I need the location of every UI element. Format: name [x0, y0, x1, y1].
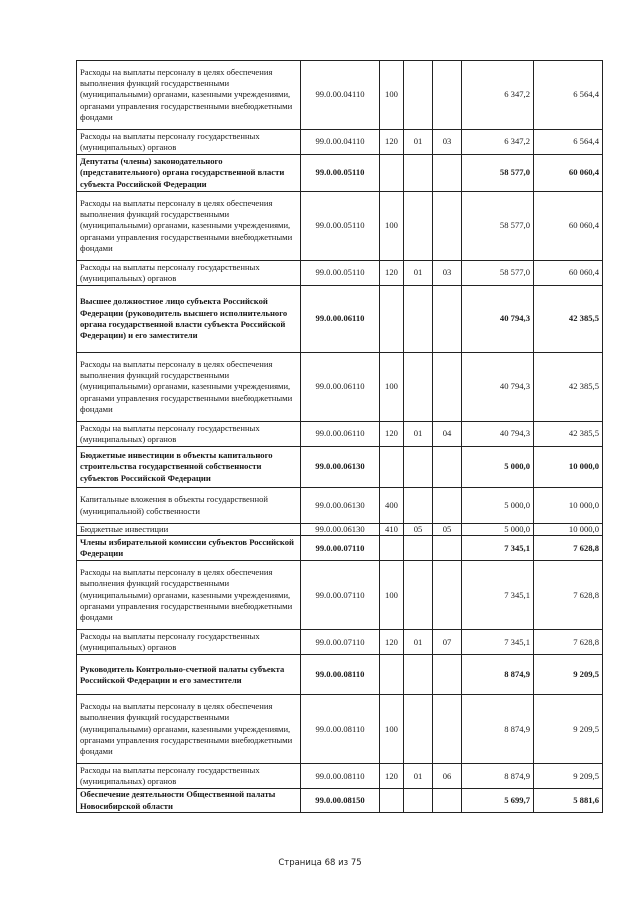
row-value-year2-cell: 5 881,6 [534, 789, 603, 813]
table-row [77, 488, 603, 524]
row-value-year1-cell: 5 000,0 [462, 447, 534, 488]
row-expense-type-cell: 100 [380, 192, 404, 261]
row-section-cell: 01 [404, 764, 433, 789]
row-section-cell [404, 789, 433, 813]
row-subsection-cell [433, 789, 462, 813]
row-value-year2-cell: 6 564,4 [534, 130, 603, 155]
row-expense-type-cell [380, 286, 404, 353]
row-section-cell [404, 353, 433, 422]
row-value-year1-cell: 5 000,0 [462, 524, 534, 536]
row-value-year1-cell: 7 345,1 [462, 536, 534, 561]
table-row [77, 789, 603, 813]
row-name-cell: Обеспечение деятельности Общественной палаты Новосибирской области [77, 789, 301, 813]
row-value-year2-cell: 10 000,0 [534, 488, 603, 524]
row-expense-type-cell [380, 655, 404, 695]
row-code-cell: 99.0.00.07110 [301, 561, 380, 630]
row-subsection-cell [433, 561, 462, 630]
budget-table [76, 60, 603, 813]
row-value-year1-cell: 8 874,9 [462, 764, 534, 789]
table-row [77, 695, 603, 764]
row-value-year2-cell: 60 060,4 [534, 192, 603, 261]
row-value-year1-cell: 5 000,0 [462, 488, 534, 524]
table-row [77, 353, 603, 422]
row-value-year1-cell: 5 699,7 [462, 789, 534, 813]
row-value-year2-cell: 10 000,0 [534, 447, 603, 488]
row-value-year2-cell: 9 209,5 [534, 764, 603, 789]
row-expense-type-cell: 120 [380, 261, 404, 286]
row-name-cell: Расходы на выплаты персоналу государственных (муниципальных) органов [77, 130, 301, 155]
row-code-cell: 99.0.00.06110 [301, 422, 380, 447]
table-row [77, 192, 603, 261]
row-section-cell [404, 695, 433, 764]
row-subsection-cell: 03 [433, 261, 462, 286]
row-section-cell [404, 561, 433, 630]
row-value-year1-cell: 58 577,0 [462, 261, 534, 286]
row-name-cell: Расходы на выплаты персоналу государственных (муниципальных) органов [77, 764, 301, 789]
row-subsection-cell: 05 [433, 524, 462, 536]
row-subsection-cell: 03 [433, 130, 462, 155]
table-row [77, 536, 603, 561]
table-row [77, 447, 603, 488]
row-value-year1-cell: 6 347,2 [462, 61, 534, 130]
row-subsection-cell [433, 192, 462, 261]
row-code-cell: 99.0.00.05110 [301, 192, 380, 261]
row-expense-type-cell [380, 447, 404, 488]
row-expense-type-cell: 100 [380, 353, 404, 422]
row-value-year2-cell: 6 564,4 [534, 61, 603, 130]
row-code-cell: 99.0.00.06110 [301, 353, 380, 422]
row-subsection-cell [433, 695, 462, 764]
table-row [77, 61, 603, 130]
row-section-cell [404, 155, 433, 192]
row-expense-type-cell: 400 [380, 488, 404, 524]
row-subsection-cell [433, 488, 462, 524]
row-code-cell: 99.0.00.04110 [301, 130, 380, 155]
table-row [77, 261, 603, 286]
row-value-year1-cell: 40 794,3 [462, 353, 534, 422]
row-name-cell: Расходы на выплаты персоналу государственных (муниципальных) органов [77, 261, 301, 286]
row-expense-type-cell: 120 [380, 630, 404, 655]
row-section-cell [404, 61, 433, 130]
row-section-cell [404, 447, 433, 488]
row-subsection-cell: 04 [433, 422, 462, 447]
row-name-cell: Расходы на выплаты персоналу в целях обеспечения выполнения функций государственными (муниципальными) органами, казенными учреждениями, органами управления государственными внебюджетными фондами [77, 695, 301, 764]
row-name-cell: Расходы на выплаты персоналу государственных (муниципальных) органов [77, 422, 301, 447]
row-value-year1-cell: 8 874,9 [462, 695, 534, 764]
table-row [77, 155, 603, 192]
row-section-cell [404, 488, 433, 524]
row-code-cell: 99.0.00.07110 [301, 630, 380, 655]
row-code-cell: 99.0.00.06130 [301, 488, 380, 524]
row-value-year1-cell: 58 577,0 [462, 155, 534, 192]
row-expense-type-cell: 100 [380, 61, 404, 130]
row-code-cell: 99.0.00.07110 [301, 536, 380, 561]
row-code-cell: 99.0.00.08110 [301, 655, 380, 695]
row-subsection-cell [433, 155, 462, 192]
row-code-cell: 99.0.00.08150 [301, 789, 380, 813]
row-code-cell: 99.0.00.08110 [301, 695, 380, 764]
row-expense-type-cell: 100 [380, 695, 404, 764]
row-value-year1-cell: 7 345,1 [462, 630, 534, 655]
row-code-cell: 99.0.00.05110 [301, 155, 380, 192]
table-row [77, 561, 603, 630]
row-name-cell: Бюджетные инвестиции в объекты капитального строительства государственной собственности субъектов Российской Федерации [77, 447, 301, 488]
row-value-year2-cell: 7 628,8 [534, 561, 603, 630]
row-expense-type-cell [380, 536, 404, 561]
row-value-year2-cell: 9 209,5 [534, 695, 603, 764]
row-value-year1-cell: 40 794,3 [462, 422, 534, 447]
row-section-cell: 01 [404, 130, 433, 155]
table-row [77, 422, 603, 447]
row-expense-type-cell: 120 [380, 422, 404, 447]
row-name-cell: Депутаты (члены) законодательного (представительного) органа государственной власти субъекта Российской Федерации [77, 155, 301, 192]
row-value-year1-cell: 58 577,0 [462, 192, 534, 261]
row-section-cell: 05 [404, 524, 433, 536]
row-section-cell [404, 286, 433, 353]
row-name-cell: Руководитель Контрольно-счетной палаты субъекта Российской Федерации и его заместители [77, 655, 301, 695]
row-name-cell: Бюджетные инвестиции [77, 524, 301, 536]
row-expense-type-cell: 410 [380, 524, 404, 536]
table-row [77, 130, 603, 155]
row-code-cell: 99.0.00.05110 [301, 261, 380, 286]
row-value-year2-cell: 42 385,5 [534, 422, 603, 447]
page-footer: Страница 68 из 75 [278, 858, 362, 868]
row-value-year2-cell: 42 385,5 [534, 353, 603, 422]
row-subsection-cell [433, 353, 462, 422]
row-subsection-cell [433, 447, 462, 488]
row-section-cell: 01 [404, 261, 433, 286]
row-name-cell: Члены избирательной комиссии субъектов Российской Федерации [77, 536, 301, 561]
row-code-cell: 99.0.00.04110 [301, 61, 380, 130]
row-subsection-cell: 06 [433, 764, 462, 789]
row-value-year1-cell: 7 345,1 [462, 561, 534, 630]
row-value-year1-cell: 8 874,9 [462, 655, 534, 695]
row-name-cell: Расходы на выплаты персоналу в целях обеспечения выполнения функций государственными (муниципальными) органами, казенными учреждениями, органами управления государственными внебюджетными фондами [77, 561, 301, 630]
row-name-cell: Высшее должностное лицо субъекта Российской Федерации (руководитель высшего исполнительного органа государственной власти субъекта Российской Федерации) и его заместители [77, 286, 301, 353]
row-subsection-cell [433, 655, 462, 695]
row-value-year2-cell: 7 628,8 [534, 536, 603, 561]
row-code-cell: 99.0.00.06130 [301, 524, 380, 536]
row-name-cell: Капитальные вложения в объекты государственной (муниципальной) собственности [77, 488, 301, 524]
row-code-cell: 99.0.00.08110 [301, 764, 380, 789]
table-row [77, 286, 603, 353]
table-row [77, 655, 603, 695]
row-code-cell: 99.0.00.06130 [301, 447, 380, 488]
row-name-cell: Расходы на выплаты персоналу в целях обеспечения выполнения функций государственными (муниципальными) органами, казенными учреждениями, органами управления государственными внебюджетными фондами [77, 61, 301, 130]
row-expense-type-cell [380, 789, 404, 813]
table-row [77, 524, 603, 536]
row-value-year1-cell: 6 347,2 [462, 130, 534, 155]
row-section-cell [404, 536, 433, 561]
row-expense-type-cell: 120 [380, 130, 404, 155]
row-subsection-cell: 07 [433, 630, 462, 655]
row-expense-type-cell: 120 [380, 764, 404, 789]
row-section-cell: 01 [404, 422, 433, 447]
row-value-year1-cell: 40 794,3 [462, 286, 534, 353]
table-row [77, 630, 603, 655]
row-value-year2-cell: 60 060,4 [534, 261, 603, 286]
row-value-year2-cell: 7 628,8 [534, 630, 603, 655]
row-subsection-cell [433, 536, 462, 561]
row-section-cell [404, 192, 433, 261]
row-subsection-cell [433, 61, 462, 130]
row-subsection-cell [433, 286, 462, 353]
row-value-year2-cell: 60 060,4 [534, 155, 603, 192]
row-value-year2-cell: 42 385,5 [534, 286, 603, 353]
row-name-cell: Расходы на выплаты персоналу в целях обеспечения выполнения функций государственными (муниципальными) органами, казенными учреждениями, органами управления государственными внебюджетными фондами [77, 353, 301, 422]
row-expense-type-cell: 100 [380, 561, 404, 630]
row-section-cell: 01 [404, 630, 433, 655]
row-value-year2-cell: 10 000,0 [534, 524, 603, 536]
row-name-cell: Расходы на выплаты персоналу в целях обеспечения выполнения функций государственными (муниципальными) органами, казенными учреждениями, органами управления государственными внебюджетными фондами [77, 192, 301, 261]
table-row [77, 764, 603, 789]
row-expense-type-cell [380, 155, 404, 192]
row-code-cell: 99.0.00.06110 [301, 286, 380, 353]
row-name-cell: Расходы на выплаты персоналу государственных (муниципальных) органов [77, 630, 301, 655]
row-section-cell [404, 655, 433, 695]
row-value-year2-cell: 9 209,5 [534, 655, 603, 695]
